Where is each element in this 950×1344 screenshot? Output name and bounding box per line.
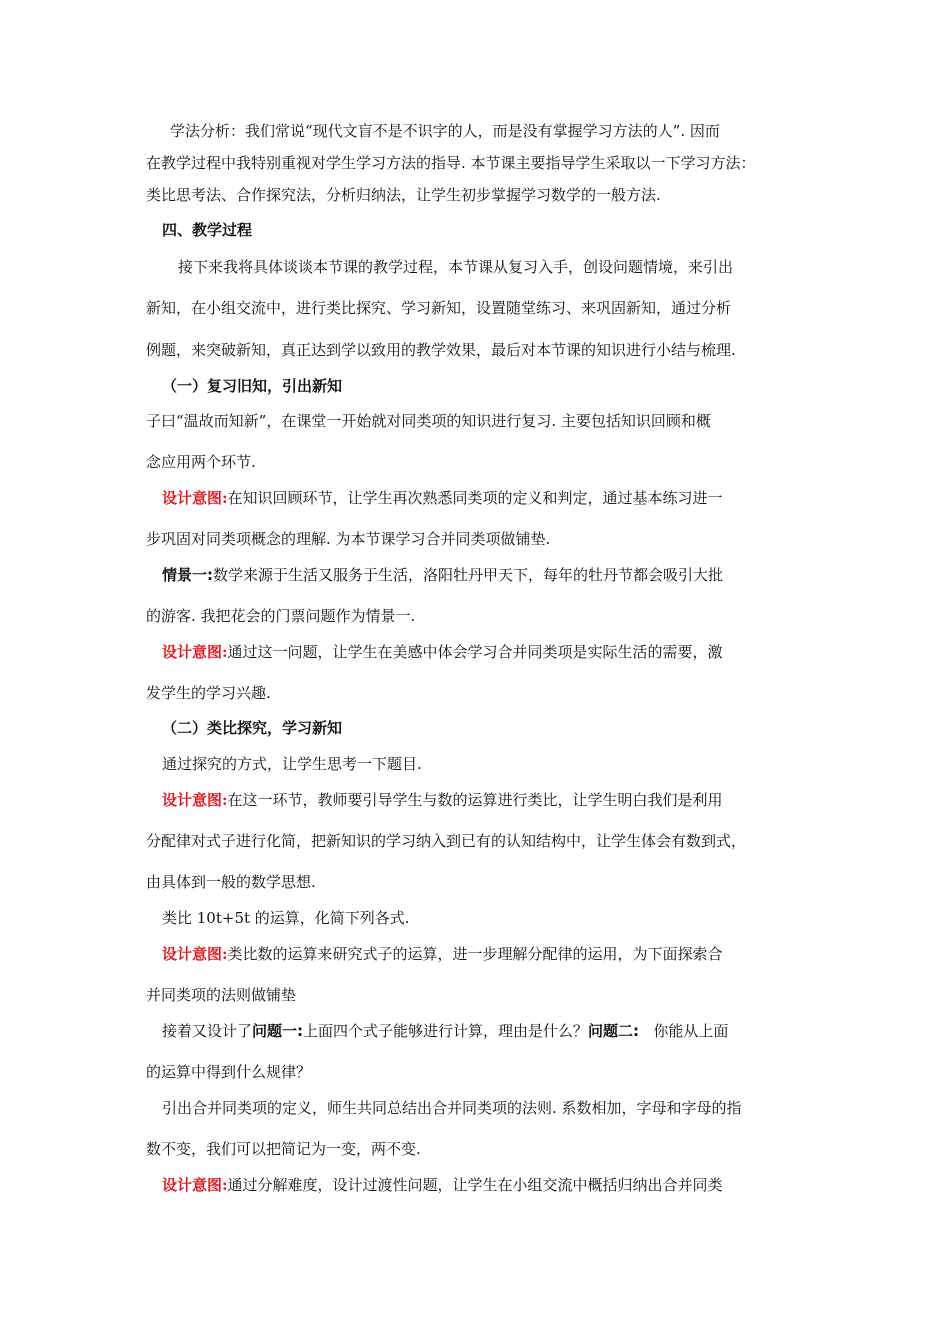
question-intro: 接着又设计了 [162, 1022, 253, 1040]
paragraph-text: 接下来我将具体谈谈本节课的教学过程，本节课从复习入手，创设问题情境，来引出 [178, 258, 734, 276]
design-intent-label: 设计意图: [162, 1176, 228, 1194]
subsection-heading: （二）类比探究，学习新知 [162, 719, 343, 737]
question-one-text: 上面四个式子能够进行计算，理由是什么？ [303, 1022, 589, 1040]
paragraph-text: 由具体到一般的数学思想. [146, 873, 316, 891]
paragraph-text: 类比 10t+5t 的运算，化简下列各式. [162, 909, 410, 927]
design-intent-text: 在知识回顾环节，让学生再次熟悉同类项的定义和判定，通过基本练习进一 [227, 489, 723, 507]
paragraph-text: 子曰“温故而知新”，在课堂一开始就对同类项的知识进行复习. 主要包括知识回顾和概 [146, 412, 711, 430]
paragraph-text: 在教学过程中我特别重视对学生学习方法的指导. 本节课主要指导学生采取以一下学习方法： [146, 154, 756, 172]
subsection-heading: （一）复习旧知，引出新知 [162, 377, 343, 395]
design-intent-line [0, 944, 950, 964]
question-one-label: 问题一: [252, 1022, 304, 1040]
question-two-label: 问题二: [588, 1022, 640, 1040]
design-intent-line [0, 642, 950, 662]
paragraph-text: 发学生的学习兴趣. [146, 684, 271, 702]
design-intent-text: 通过分解难度，设计过渡性问题，让学生在小组交流中概括归纳出合并同类 [227, 1176, 723, 1194]
scene-text: 数学来源于生活又服务于生活，洛阳牡丹甲天下，每年的牡丹节都会吸引大批 [213, 566, 724, 584]
paragraph-text: 类比思考法、合作探究法，分析归纳法，让学生初步掌握学习数学的一般方法. [146, 186, 661, 204]
question-line [0, 1021, 950, 1041]
design-intent-label: 设计意图: [162, 489, 228, 507]
paragraph-text: 的运算中得到什么规律？ [146, 1063, 312, 1081]
question-two-text: 你能从上面 [653, 1022, 729, 1040]
paragraph-text: 例题，来突破新知，真正达到学以致用的教学效果，最后对本节课的知识进行小结与梳理. [146, 341, 736, 359]
scene-line [0, 565, 950, 585]
paragraph-text: 引出合并同类项的定义，师生共同总结出合并同类项的法则. 系数相加，字母和字母的指 [162, 1099, 742, 1117]
design-intent-label: 设计意图: [162, 643, 228, 661]
paragraph-text: 并同类项的法则做铺垫 [146, 986, 297, 1004]
paragraph-text: 步巩固对同类项概念的理解. 为本节课学习合并同类项做铺垫. [146, 530, 551, 548]
paragraph-text: 数不变，我们可以把简记为一变，两不变. [146, 1140, 421, 1158]
paragraph-text: 学法分析：我们常说“现代文盲不是不识字的人，而是没有掌握学习方法的人”. 因而 [170, 122, 720, 140]
design-intent-text: 在这一环节，教师要引导学生与数的运算进行类比，让学生明白我们是利用 [227, 791, 723, 809]
design-intent-line [0, 790, 950, 810]
paragraph-text: 通过探究的方式，让学生思考一下题目. [162, 755, 422, 773]
paragraph-text: 新知，在小组交流中，进行类比探究、学习新知，设置随堂练习、来巩固新知，通过分析 [146, 299, 732, 317]
paragraph-text: 念应用两个环节. [146, 453, 256, 471]
design-intent-line [0, 1175, 950, 1195]
design-intent-label: 设计意图: [162, 945, 228, 963]
design-intent-label: 设计意图: [162, 791, 228, 809]
section-heading: 四、教学过程 [162, 221, 253, 239]
scene-label: 情景一: [162, 566, 213, 584]
design-intent-text: 通过这一问题，让学生在美感中体会学习合并同类项是实际生活的需要，激 [227, 643, 723, 661]
paragraph-text: 分配律对式子进行化简，把新知识的学习纳入到已有的认知结构中，让学生体会有数到式， [146, 832, 747, 850]
design-intent-text: 类比数的运算来研究式子的运算，进一步理解分配律的运用，为下面探索合 [227, 945, 723, 963]
paragraph-text: 的游客. 我把花会的门票问题作为情景一. [146, 607, 416, 625]
design-intent-line [0, 488, 950, 508]
